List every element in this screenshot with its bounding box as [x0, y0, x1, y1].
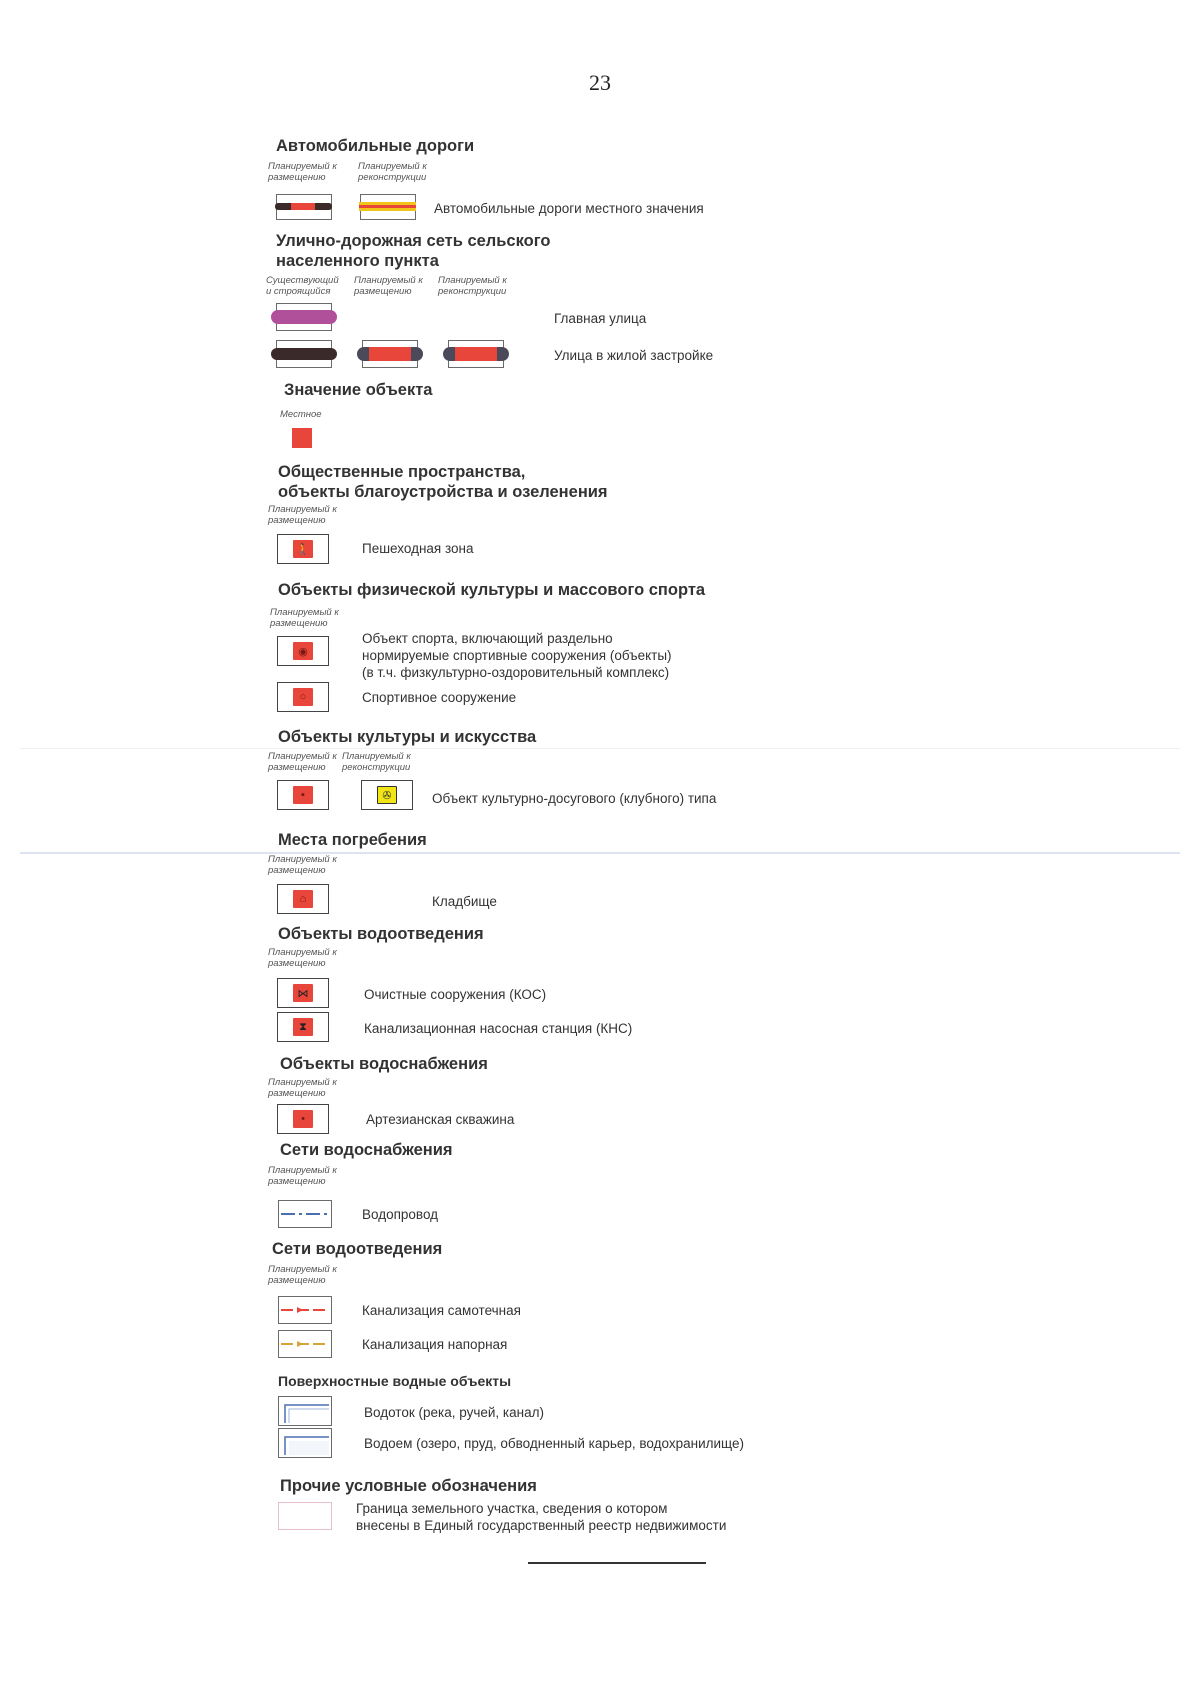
label-pedestrian-zone: Пешеходная зона: [362, 541, 474, 556]
hourglass-icon: ⧗: [299, 1020, 307, 1033]
label-cemetery: Кладбище: [432, 894, 497, 909]
main-street-symbol: [276, 303, 332, 331]
section-title-other: Прочие условные обозначения: [280, 1477, 537, 1495]
residential-street-planned-symbol: [362, 340, 418, 368]
label-water-body: Водоем (озеро, пруд, обводненный карьер, водохранилище): [364, 1436, 744, 1451]
label-cultural-object: Объект культурно-досугового (клубного) типа: [432, 791, 717, 806]
label-water-pipe: Водопровод: [362, 1207, 439, 1222]
caption-planned-placement: Планируемый к размещению: [268, 504, 337, 526]
label-artesian-well: Артезианская скважина: [366, 1112, 515, 1127]
caption-local: Местное: [280, 409, 322, 420]
section-title-streets-2: населенного пункта: [276, 252, 439, 270]
sport-facility-symbol: [277, 682, 329, 712]
pressure-sewer-symbol: [278, 1330, 332, 1358]
scan-line: [20, 852, 1180, 854]
section-title-roads: Автомобильные дороги: [276, 137, 475, 155]
caption-planned-reconstruction: Планируемый к реконструкции: [358, 161, 427, 183]
label-treatment-plant: Очистные сооружения (КОС): [364, 987, 547, 1002]
bowtie-icon: ⋈: [297, 987, 309, 1000]
label-sport-complex-3: (в т.ч. физкультурно-оздоровительный комплекс): [362, 665, 670, 680]
page-number: 23: [589, 70, 611, 95]
caption-planned-placement: Планируемый к размещению: [268, 947, 337, 969]
caption-planned-placement: Планируемый к размещению: [268, 1165, 337, 1187]
section-title-streets: Улично-дорожная сеть сельского: [276, 232, 551, 250]
caption-planned-placement: Планируемый к размещению: [268, 161, 337, 183]
section-title-water-objects: Объекты водоснабжения: [280, 1055, 488, 1073]
label-watercourse: Водоток (река, ручей, канал): [364, 1405, 544, 1420]
caption-existing: Существующий и строящийся: [266, 275, 339, 297]
section-title-public-spaces-2: объекты благоустройства и озеленения: [278, 483, 608, 501]
label-land-plot-2: внесены в Единый государственный реестр недвижимости: [356, 1518, 727, 1533]
section-title-water-networks: Сети водоснабжения: [280, 1141, 453, 1159]
local-significance-square: [292, 428, 312, 448]
label-sport-complex-1: Объект спорта, включающий раздельно: [362, 631, 613, 646]
label-sport-complex-2: нормируемые спортивные сооружения (объекты): [362, 648, 672, 663]
film-camera-icon: ✇: [382, 789, 392, 802]
residential-street-existing-symbol: [276, 340, 332, 368]
section-title-burial: Места погребения: [278, 831, 427, 849]
water-body-symbol: [278, 1428, 332, 1458]
treatment-plant-symbol: [277, 978, 329, 1008]
circle-icon: ○: [299, 691, 307, 703]
land-plot-boundary-symbol: [278, 1502, 332, 1530]
section-title-public-spaces: Общественные пространства,: [278, 463, 526, 481]
residential-street-reconstruction-symbol: [448, 340, 504, 368]
scan-line: [20, 748, 1180, 749]
gravity-sewer-symbol: [278, 1296, 332, 1324]
label-pressure-sewer: Канализация напорная: [362, 1337, 508, 1352]
road-planned-symbol: [276, 194, 332, 220]
section-title-significance: Значение объекта: [284, 381, 433, 399]
footer-rule: [528, 1562, 706, 1564]
pump-station-symbol: [277, 1012, 329, 1042]
film-camera-icon: ▪: [301, 789, 305, 801]
target-icon: ◉: [298, 645, 308, 658]
bell-icon: ⌂: [299, 893, 307, 905]
label-residential-street: Улица в жилой застройке: [554, 348, 714, 363]
caption-planned-placement: Планируемый к размещению: [268, 854, 337, 876]
watercourse-symbol: [278, 1396, 332, 1426]
caption-planned-placement: Планируемый к размещению: [268, 1264, 337, 1286]
label-sport-facility: Спортивное сооружение: [362, 690, 517, 705]
caption-planned-placement: Планируемый к размещению: [268, 1077, 337, 1099]
sport-complex-symbol: [277, 636, 329, 666]
section-title-culture: Объекты культуры и искусства: [278, 728, 537, 746]
water-pipe-symbol: [278, 1200, 332, 1228]
cultural-reconstruction-symbol: [361, 780, 413, 810]
caption-planned-reconstruction: Планируемый к реконструкции: [438, 275, 507, 297]
cemetery-symbol: [277, 884, 329, 914]
section-title-sport: Объекты физической культуры и массового спорта: [278, 581, 706, 599]
label-land-plot-1: Граница земельного участка, сведения о котором: [356, 1501, 668, 1516]
label-gravity-sewer: Канализация самотечная: [362, 1303, 521, 1318]
section-title-drainage-objects: Объекты водоотведения: [278, 925, 484, 943]
section-title-surface-water: Поверхностные водные объекты: [278, 1373, 512, 1389]
road-reconstruction-symbol: [360, 194, 416, 220]
drop-icon: •: [301, 1113, 305, 1125]
label-main-street: Главная улица: [554, 311, 647, 326]
section-title-drainage-networks: Сети водоотведения: [272, 1240, 443, 1258]
label-local-roads: Автомобильные дороги местного значения: [434, 201, 704, 216]
label-pump-station: Канализационная насосная станция (КНС): [364, 1021, 633, 1036]
caption-planned-reconstruction: Планируемый к реконструкции: [342, 751, 411, 773]
pedestrian-icon: 🚶: [296, 543, 310, 556]
cultural-planned-symbol: [277, 780, 329, 810]
caption-planned-placement: Планируемый к размещению: [270, 607, 339, 629]
caption-planned-placement: Планируемый к размещению: [354, 275, 423, 297]
pedestrian-zone-symbol: [277, 534, 329, 564]
caption-planned-placement: Планируемый к размещению: [268, 751, 337, 773]
artesian-well-symbol: [277, 1104, 329, 1134]
